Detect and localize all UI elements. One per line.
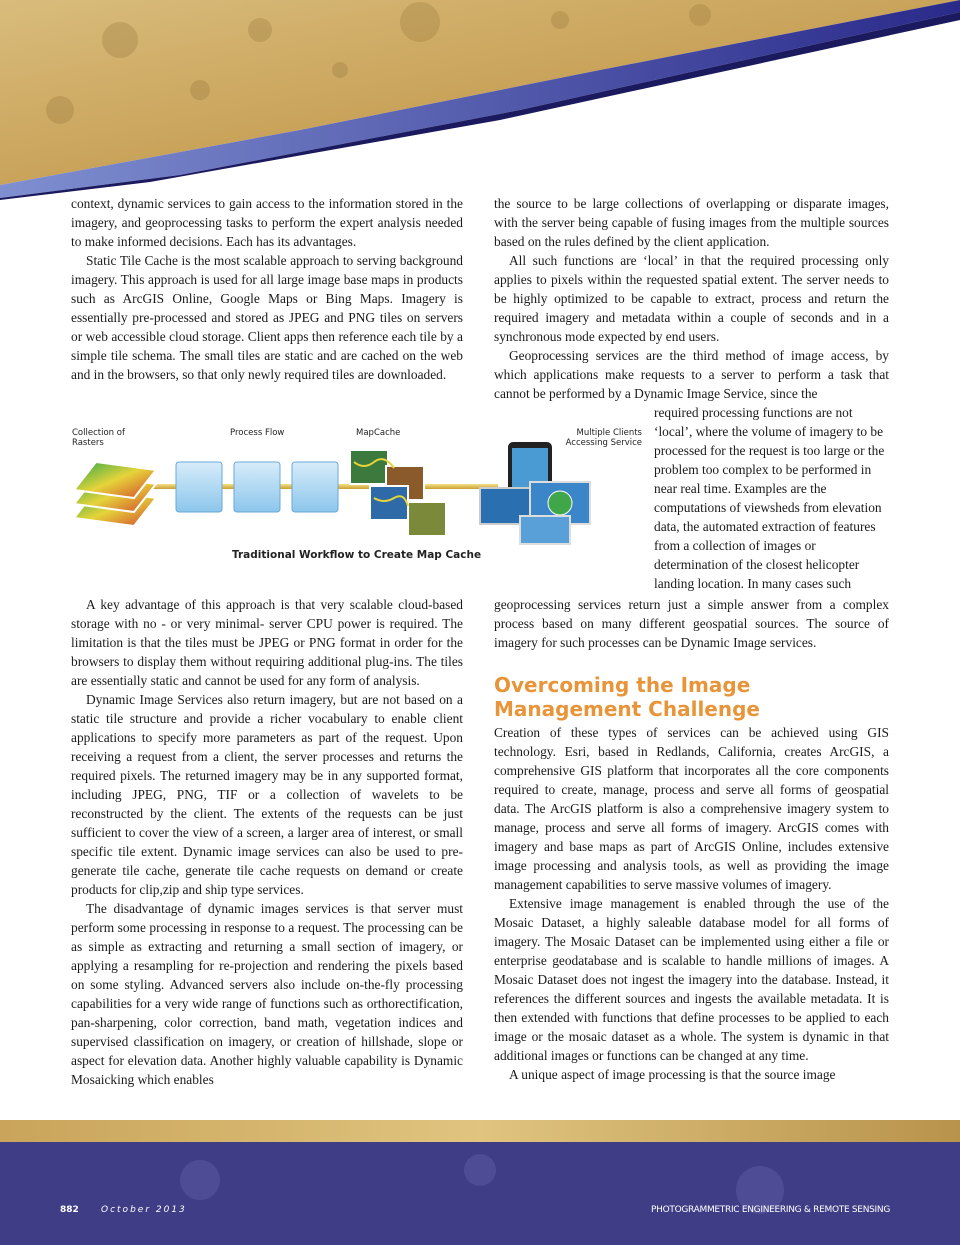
right-column-wrap [654, 403, 889, 593]
workflow-figure [68, 420, 640, 570]
workflow-diagram [68, 442, 640, 552]
journal-name: PHOTOGRAMMETRIC ENGINEERING & REMOTE SENSING [651, 1205, 890, 1215]
page-number: 882 [60, 1205, 79, 1215]
paragraph: All such functions are ‘local’ in that the required processing only applies to pixels within the requested spatial extent. The server needs to be highly optimized to be capable to extract, process and return the required imagery and metadata within a couple of seconds and in a synchronous mode expected by end users. [494, 253, 889, 344]
header-banner-art [0, 0, 960, 200]
client-devices-icon [480, 442, 590, 544]
left-column-top [71, 194, 463, 384]
figure-label-mapcache: MapCache [356, 428, 401, 438]
section-heading: Overcoming the Image Management Challenge [494, 673, 760, 721]
paragraph: A key advantage of this approach is that very scalable cloud-based storage with no - or very minimal- server CPU power is required. The limitation is that the tiles must be JPEG or PNG format in order for the browsers to display them without requiring additional plug-ins. The tiles are essentially static and cannot be used for any form of analysis. [71, 597, 463, 688]
paragraph: required processing functions are not ‘local’, where the volume of imagery to be processed for the request is too large or the problem too complex to be performed in near real time. Examples are the computations of viewsheds from elevation data, the automated extraction of features from a collection of images or determination of the closest helicopter landing location. In many cases such [654, 405, 885, 591]
paragraph: The disadvantage of dynamic images services is that server must perform some processing in response to a request. The processing can be as simple as extracting and returning a small section of imagery, or applying a resampling for re-projection and rendering the pixels based on some styling. Advanced servers also include on-the-fly processing capabilities for a very wide range of functions such as orthorectification, pan-sharpening, color correction, band math, vegetation indices and supervised classification on imagery, or creation of hillshade, slope or aspect for elevation data. Another highly valuable capability is Dynamic Mosaicking which enables [71, 901, 463, 1087]
paragraph: context, dynamic services to gain access to the information stored in the imagery, and geoprocessing tasks to perform the expert analysis needed to make informed decisions. Each has its advantages. [71, 196, 463, 249]
paragraph: the source to be large collections of overlapping or disparate images, with the server being capable of fusing images from the multiple sources based on the rules defined by the client application. [494, 196, 889, 249]
footer-banner-art [0, 1120, 960, 1245]
right-column-bottom [494, 723, 889, 1084]
paragraph: geoprocessing services return just a simple answer from a complex process based on many different geospatial sources. The source of imagery for such processes can be Dynamic Image services. [494, 597, 889, 650]
paragraph: Geoprocessing services are the third method of image access, by which applications make requests to a server to perform a task that cannot be performed by a Dynamic Image Service, since the [494, 348, 889, 401]
paragraph: Dynamic Image Services also return imagery, but are not based on a static tile structure and provide a richer vocabulary to enable client applications to specify more parameters as part of the request. Upon receiving a request from a client, the server processes and returns the required pixels. The returned imagery may be in any supported format, including JPEG, PNG, TIF or a collection of wavelets to be reconstructed by the client. The extents of the requests can be just sufficient to cover the view of a screen, a larger area of interest, or small specific tile extent. Dynamic image services can also be used to pre-generate tile cache, generate tile cache requests on demand or create products for clip,zip and ship type services. [71, 692, 463, 897]
raster-stack-icon [74, 462, 156, 526]
map-cache-tiles-icon [350, 450, 446, 536]
paragraph: A unique aspect of image processing is that the source image [509, 1067, 836, 1082]
figure-label-process-flow: Process Flow [230, 428, 285, 438]
figure-label-clients: Multiple Clients Accessing Service [565, 428, 642, 448]
left-column-bottom [71, 595, 463, 1089]
figure-label-collection: Collection of Rasters [72, 428, 125, 448]
figure-caption: Traditional Workflow to Create Map Cache [232, 549, 482, 561]
paragraph: Creation of these types of services can be achieved using GIS technology. Esri, based in Redlands, California, creates ArcGIS, a comprehensive GIS platform that incorporates all the core components required to create, manage, process and serve all forms of geospatial data. The ArcGIS platform is also a comprehensive imagery system to manage, process and serve all forms of imagery. ArcGIS comes with imagery and base maps as part of ArcGIS Online, includes extensive image processing and analysis tools, as well as providing the image management capabilities to serve massive volumes of imagery. [494, 725, 889, 892]
right-column-top [494, 194, 889, 403]
paragraph: Static Tile Cache is the most scalable approach to serving background imagery. This approach is used for all large image base maps in products such as ArcGIS Online, Google Maps or Bing Maps. Imagery is essentially pre-processed and stored as JPEG and PNG tiles on servers or web accessible cloud storage. Client apps then reference each tile by a simple tile schema. The small tiles are static and are cached on the web and in the browsers, so that only newly required tiles are downloaded. [71, 253, 463, 382]
issue-date: October 2013 [101, 1205, 187, 1215]
paragraph: Extensive image management is enabled through the use of the Mosaic Dataset, a highly saleable database model for all forms of imagery. The Mosaic Dataset can be implemented using either a file or enterprise geodatabase and is scalable to handle millions of images. A Mosaic Dataset does not ingest the imagery into the database. Instead, it references the different sources and ingests the available metadata. It is then extended with functions that define processes to be applied to each image or the mosaic dataset as a whole. The system is dynamic in that additional images or functions can be changed at any time. [494, 896, 889, 1063]
right-column-mid [494, 595, 889, 652]
